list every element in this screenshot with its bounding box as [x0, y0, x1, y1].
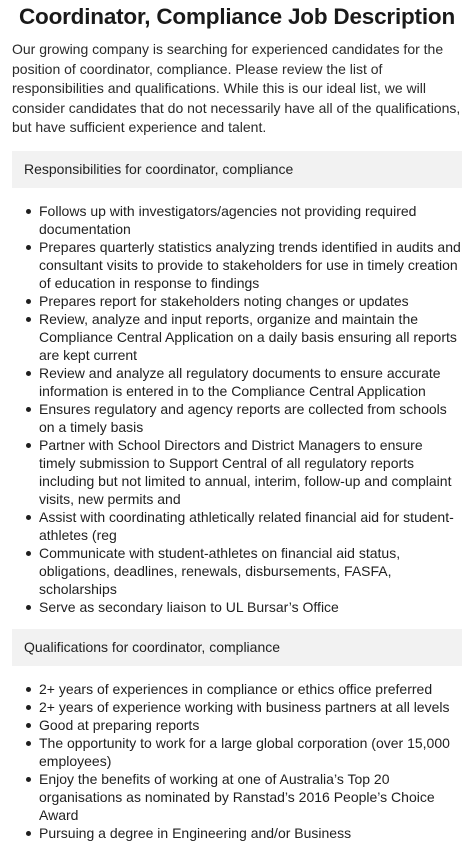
- list-item: [12, 824, 462, 842]
- list-item-text: 2+ years of experiences in compliance or ethics office preferred: [39, 680, 433, 697]
- list-item: [12, 734, 462, 770]
- list-item-text: The opportunity to work for a large global corporation (over 15,000 employees): [39, 734, 450, 769]
- list-item: [12, 436, 462, 508]
- bullet-icon: [26, 209, 31, 214]
- bullet-icon: [26, 407, 31, 412]
- bullet-icon: [26, 551, 31, 556]
- qualifications-heading: Qualifications for coordinator, compliance: [24, 638, 281, 655]
- list-item: [12, 680, 462, 698]
- intro-paragraph: Our growing company is searching for experienced candidates for the position of coordinator, compliance. Please review the list of responsibilities and qualifications. While this is our ideal list, we will consider candidates that do not necessarily have all of the qualifications, but have sufficient experience and talent.: [12, 41, 461, 135]
- bullet-icon: [26, 245, 31, 250]
- qualifications-header: [12, 629, 462, 666]
- list-item-text: Assist with coordinating athletically related financial aid for student-athletes (reg: [39, 508, 454, 543]
- list-item: [12, 716, 462, 734]
- responsibilities-list: [12, 202, 462, 616]
- responsibilities-header: [12, 151, 462, 188]
- list-item-text: Review, analyze and input reports, organize and maintain the Compliance Central Application on a daily basis ensuring all reports are kept current: [39, 310, 457, 363]
- bullet-icon: [26, 515, 31, 520]
- list-item: [12, 292, 462, 310]
- list-item: [12, 400, 462, 436]
- list-item: [12, 364, 462, 400]
- list-item-text: Prepares quarterly statistics analyzing trends identified in audits and consultant visits to provide to stakeholders for use in timely creation of education in response to findings: [39, 238, 461, 291]
- page-title: Coordinator, Compliance Job Description: [18, 4, 455, 29]
- bullet-icon: [26, 831, 31, 836]
- responsibilities-heading: Responsibilities for coordinator, compliance: [24, 160, 294, 177]
- list-item: [12, 238, 462, 292]
- list-item-text: Communicate with student-athletes on financial aid status, obligations, deadlines, renewals, disbursements, FASFA, scholarships: [39, 544, 401, 597]
- list-item-text: Review and analyze all regulatory documents to ensure accurate information is entered in to the Compliance Central Application: [39, 364, 441, 399]
- bullet-icon: [26, 705, 31, 710]
- list-item-text: Follows up with investigators/agencies not providing required documentation: [39, 202, 417, 237]
- bullet-icon: [26, 687, 31, 692]
- list-item-text: Ensures regulatory and agency reports are collected from schools on a timely basis: [39, 400, 447, 435]
- list-item: [12, 698, 462, 716]
- bullet-icon: [26, 605, 31, 610]
- list-item: [12, 544, 462, 598]
- bullet-icon: [26, 299, 31, 304]
- list-item: [12, 598, 462, 616]
- list-item: [12, 770, 462, 824]
- list-item-text: Enjoy the benefits of working at one of Australia’s Top 20 organisations as nominated by Ranstad’s 2016 People’s Choice Award: [39, 770, 435, 823]
- bullet-icon: [26, 443, 31, 448]
- list-item: [12, 202, 462, 238]
- list-item-text: Good at preparing reports: [39, 716, 200, 733]
- list-item-text: Pursuing a degree in Engineering and/or Business: [39, 824, 352, 841]
- list-item-text: Partner with School Directors and District Managers to ensure timely submission to Support Central of all regulatory reports including but not limited to annual, interim, follow-up and complaint visits, new permits and: [39, 436, 452, 507]
- bullet-icon: [26, 723, 31, 728]
- list-item: [12, 310, 462, 364]
- bullet-icon: [26, 371, 31, 376]
- list-item-text: Serve as secondary liaison to UL Bursar’s Office: [39, 598, 339, 615]
- bullet-icon: [26, 777, 31, 782]
- list-item-text: 2+ years of experience working with business partners at all levels: [39, 698, 450, 715]
- qualifications-list: [12, 680, 462, 842]
- bullet-icon: [26, 741, 31, 746]
- list-item: [12, 508, 462, 544]
- list-item-text: Prepares report for stakeholders noting changes or updates: [39, 292, 409, 309]
- bullet-icon: [26, 317, 31, 322]
